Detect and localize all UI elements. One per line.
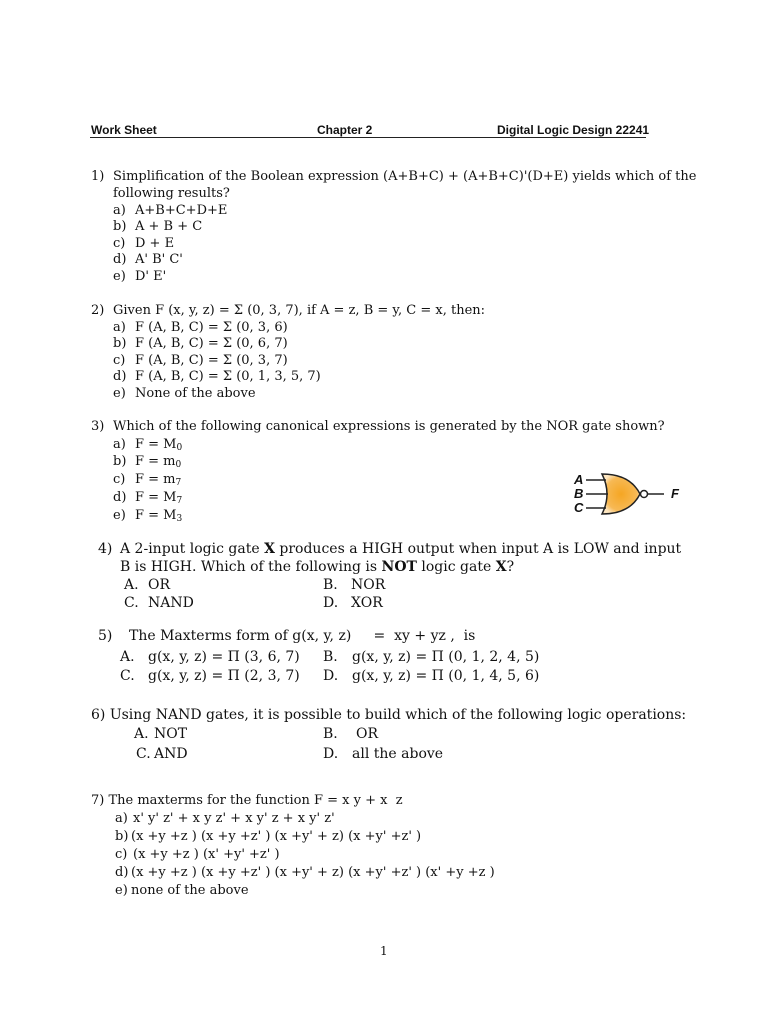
q4-text-line2 <box>120 559 514 576</box>
option-label: C. <box>136 746 151 762</box>
option-label: B. <box>323 649 338 665</box>
option-text: F = M <box>135 437 177 452</box>
option-text: F (A, B, C) = Σ (0, 6, 7) <box>135 336 288 351</box>
option-text: (x +y +z ) (x' +y' +z' ) <box>133 847 280 862</box>
option-text: NOT <box>154 726 188 742</box>
q4-option-d <box>323 595 383 612</box>
option-label: c) <box>115 847 128 862</box>
option-label: a) <box>113 320 126 335</box>
option-label: c) <box>113 236 126 251</box>
output-f-label: F <box>671 486 679 501</box>
q6-option-d <box>323 746 443 763</box>
q2-number: 2) <box>91 303 105 318</box>
option-label: a) <box>113 203 126 218</box>
option-text: NOR <box>351 577 386 593</box>
option-label: e) <box>113 386 126 401</box>
option-text: D' E' <box>135 269 167 284</box>
q4-emphasis: X <box>495 559 507 575</box>
header-right: Digital Logic Design 22241 <box>497 123 650 137</box>
option-text: A+B+C+D+E <box>135 203 228 218</box>
option-text: D + E <box>135 236 175 251</box>
option-label: d) <box>115 865 129 880</box>
option-text: AND <box>154 746 188 762</box>
option-subscript: 0 <box>175 460 182 470</box>
option-label: A. <box>120 649 135 665</box>
q2-option-a <box>113 319 288 336</box>
q7-text-line1: 7) The maxterms for the function F = x y + x z <box>91 793 403 808</box>
q7-option-d <box>115 864 495 881</box>
q6-option-b <box>323 726 378 743</box>
q4-option-a <box>124 577 170 594</box>
header-center: Chapter 2 <box>317 123 373 137</box>
option-subscript: 7 <box>175 478 182 488</box>
input-c-label: C <box>574 500 584 515</box>
option-text: g(x, y, z) = Π (3, 6, 7) <box>148 649 300 665</box>
page-number: 1 <box>380 944 388 958</box>
q4-text: produces a HIGH output when input A is LOW and input <box>274 541 682 557</box>
option-text: A' B' C' <box>135 252 183 267</box>
q5-option-b <box>323 649 539 666</box>
q4-emphasis: NOT <box>381 559 417 575</box>
option-subscript: 7 <box>176 496 183 506</box>
option-label: a) <box>113 437 126 452</box>
option-label: b) <box>113 336 127 351</box>
option-text: F = m <box>135 454 176 469</box>
option-label: b) <box>115 829 129 844</box>
q2-option-c <box>113 352 288 369</box>
q1-option-a <box>113 202 227 219</box>
option-text: F = M <box>135 508 177 523</box>
option-label: e) <box>113 269 126 284</box>
input-a-label: A <box>574 472 584 487</box>
nor-gate-diagram <box>572 468 690 520</box>
nor-gate-bubble <box>641 491 648 498</box>
option-text: none of the above <box>131 883 249 898</box>
option-label: A. <box>134 726 149 742</box>
option-text: OR <box>148 577 171 593</box>
option-text: F (A, B, C) = Σ (0, 3, 6) <box>135 320 288 335</box>
option-text: OR <box>356 726 379 742</box>
option-label: B. <box>323 726 338 742</box>
q1-option-b <box>113 218 202 235</box>
option-label: e) <box>115 883 128 898</box>
option-label: e) <box>113 508 126 523</box>
q2-option-d <box>113 368 321 385</box>
option-text: (x +y +z ) (x +y +z' ) (x +y' + z) (x +y' +z' ) <box>131 829 422 844</box>
option-text: F (A, B, C) = Σ (0, 1, 3, 5, 7) <box>135 369 321 384</box>
q3-option-e <box>113 507 182 528</box>
option-text: F (A, B, C) = Σ (0, 3, 7) <box>135 353 288 368</box>
q1-text-line2: following results? <box>113 186 230 201</box>
option-text: F = m <box>135 472 176 487</box>
q5-number: 5) <box>98 628 113 644</box>
option-label: A. <box>124 577 139 593</box>
option-label: c) <box>113 353 126 368</box>
q5-option-a <box>120 649 300 666</box>
q7-option-a <box>115 810 335 827</box>
option-label: b) <box>113 454 127 469</box>
option-text: NAND <box>148 595 194 611</box>
q4-option-c <box>124 595 194 612</box>
q5-option-c <box>120 668 300 685</box>
q7-option-c <box>115 846 280 863</box>
option-text: None of the above <box>135 386 256 401</box>
header-rule <box>90 137 646 138</box>
q3-number: 3) <box>91 419 105 434</box>
option-text: A + B + C <box>135 219 203 234</box>
q7-option-b <box>115 828 421 845</box>
option-text: F = M <box>135 490 177 505</box>
q1-option-e <box>113 268 166 285</box>
option-label: d) <box>113 369 127 384</box>
input-b-label: B <box>574 486 584 501</box>
option-label: C. <box>120 668 135 684</box>
q1-text-line1: Simplification of the Boolean expression (A+B+C) + (A+B+C)'(D+E) yields which of the <box>113 169 697 184</box>
option-subscript: 3 <box>176 514 183 524</box>
option-text: (x +y +z ) (x +y +z' ) (x +y' + z) (x +y' +z' ) (x' +y +z ) <box>131 865 495 880</box>
header-left: Work Sheet <box>91 123 157 137</box>
option-label: B. <box>323 577 338 593</box>
q2-option-b <box>113 335 288 352</box>
q4-text: A 2-input logic gate <box>120 541 265 557</box>
q4-option-b <box>323 577 385 594</box>
q3-text-line1: Which of the following canonical expressions is generated by the NOR gate shown? <box>113 419 665 434</box>
q4-text: logic gate <box>416 559 496 575</box>
q6-text-line1: 6) Using NAND gates, it is possible to build which of the following logic operations: <box>91 707 687 723</box>
q6-option-c <box>136 746 188 763</box>
option-label: a) <box>115 811 128 826</box>
q6-option-a <box>134 726 187 743</box>
q2-text-line1: Given F (x, y, z) = Σ (0, 3, 7), if A = z, B = y, C = x, then: <box>113 303 486 318</box>
option-label: D. <box>323 746 339 762</box>
q2-option-e <box>113 385 256 402</box>
option-text: g(x, y, z) = Π (0, 1, 2, 4, 5) <box>352 649 540 665</box>
q4-number: 4) <box>98 541 113 557</box>
option-label: c) <box>113 472 126 487</box>
q4-text-line1 <box>120 541 681 558</box>
option-text: all the above <box>352 746 444 762</box>
q1-option-c <box>113 235 174 252</box>
option-label: d) <box>113 252 127 267</box>
q4-text: B is HIGH. Which of the following is <box>120 559 382 575</box>
option-text: XOR <box>351 595 383 611</box>
option-text: g(x, y, z) = Π (2, 3, 7) <box>148 668 300 684</box>
q1-option-d <box>113 251 183 268</box>
option-label: C. <box>124 595 139 611</box>
option-text: g(x, y, z) = Π (0, 1, 4, 5, 6) <box>352 668 540 684</box>
q5-text-line1: The Maxterms form of g(x, y, z) = xy + yz , is <box>129 628 476 644</box>
option-label: D. <box>323 595 339 611</box>
option-label: D. <box>323 668 339 684</box>
option-subscript: 0 <box>176 443 183 453</box>
option-label: d) <box>113 490 127 505</box>
option-label: b) <box>113 219 127 234</box>
q1-number: 1) <box>91 169 105 184</box>
option-text: x' y' z' + x y z' + x y' z + x y' z' <box>133 811 335 826</box>
q7-option-e <box>115 882 249 899</box>
q5-option-d <box>323 668 539 685</box>
q4-text: ? <box>506 559 515 575</box>
q4-emphasis: X <box>264 541 275 557</box>
